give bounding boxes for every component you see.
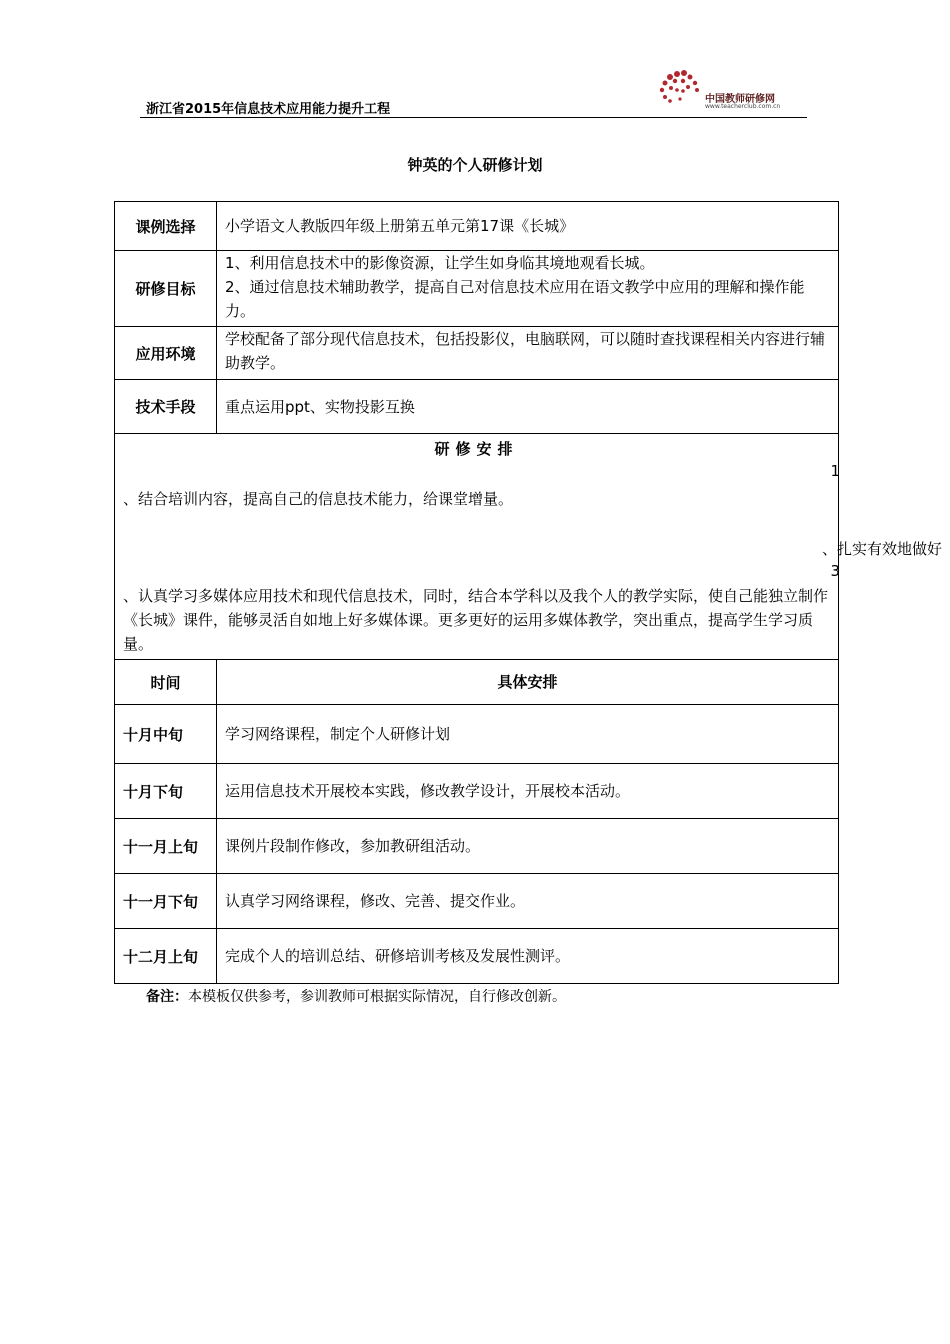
flower-logo-icon bbox=[655, 68, 705, 108]
row-label: 研修目标 bbox=[115, 251, 217, 326]
footnote bbox=[146, 986, 566, 1006]
document-title: 钟英的个人研修计划 bbox=[407, 156, 543, 174]
note-label: 备注： bbox=[146, 989, 188, 1005]
table-row bbox=[115, 764, 838, 819]
row-label: 应用环境 bbox=[115, 327, 217, 379]
table-row bbox=[115, 819, 838, 874]
header-rule bbox=[140, 117, 807, 118]
table-row bbox=[115, 380, 838, 434]
row-label: 课例选择 bbox=[115, 202, 217, 250]
col-header-plan: 具体安排 bbox=[497, 673, 558, 691]
table-row bbox=[115, 929, 838, 984]
table-row bbox=[115, 874, 838, 929]
row-content: 重点运用ppt、实物投影互换 bbox=[225, 397, 415, 416]
table-row bbox=[115, 251, 838, 327]
plan-table bbox=[114, 201, 943, 984]
item-number: 3 bbox=[830, 562, 840, 580]
table-row bbox=[115, 705, 838, 764]
arrangement-item: 、认真学习多媒体应用技术和现代信息技术，同时，结合本学科以及我个人的教学实际，使自己能独立制作《长城》课件，能够灵活自如地上好多媒体课。更多更好的运用多媒体教学，突出重点，提高学生学习质量。 bbox=[123, 587, 829, 653]
row-label: 技术手段 bbox=[115, 380, 217, 433]
schedule-header-row bbox=[115, 660, 838, 705]
schedule-plan: 完成个人的培训总结、研修培训考核及发展性测评。 bbox=[225, 947, 571, 965]
arrangement-item: 、结合培训内容，提高自己的信息技术能力，给课堂增量。 bbox=[123, 490, 514, 508]
schedule-plan: 学习网络课程，制定个人研修计划 bbox=[225, 725, 451, 743]
schedule-time: 十月下旬 bbox=[115, 764, 217, 818]
schedule-time: 十月中旬 bbox=[115, 705, 217, 763]
arrangement-section bbox=[115, 434, 943, 660]
goal-line: 2、通过信息技术辅助教学，提高自己对信息技术应用在语文教学中应用的理解和操作能力。 bbox=[225, 278, 805, 320]
teacherclub-logo bbox=[655, 68, 815, 116]
col-header-time: 时间 bbox=[115, 660, 217, 704]
logo-cn-text: 中国教师研修网 bbox=[705, 94, 775, 105]
schedule-time: 十一月下旬 bbox=[115, 874, 217, 928]
table-row bbox=[115, 327, 838, 380]
schedule-time: 十一月上旬 bbox=[115, 819, 217, 873]
row-content: 小学语文人教版四年级上册第五单元第17课《长城》 bbox=[225, 217, 575, 235]
row-content bbox=[217, 251, 838, 326]
schedule-plan: 课例片段制作修改，参加教研组活动。 bbox=[225, 837, 481, 855]
note-text: 本模板仅供参考，参训教师可根据实际情况，自行修改创新。 bbox=[188, 989, 566, 1005]
row-content: 学校配备了部分现代信息技术，包括投影仪，电脑联网，可以随时查找课程相关内容进行辅助教学。 bbox=[225, 330, 826, 372]
logo-en-text: www.teacherclub.com.cn bbox=[705, 103, 781, 110]
arrangement-item-clipped: 、扎实有效地做好 bbox=[822, 540, 943, 558]
header-text: 浙江省2015年信息技术应用能力提升工程 bbox=[146, 102, 391, 117]
table-row bbox=[115, 202, 838, 251]
arrangement-title: 研修安排 bbox=[434, 440, 519, 458]
schedule-plan: 运用信息技术开展校本实践，修改教学设计，开展校本活动。 bbox=[225, 782, 631, 800]
schedule-plan: 认真学习网络课程，修改、完善、提交作业。 bbox=[225, 892, 526, 910]
item-number: 1 bbox=[830, 462, 840, 480]
schedule-time: 十二月上旬 bbox=[115, 929, 217, 983]
goal-line: 1、利用信息技术中的影像资源，让学生如身临其境地观看长城。 bbox=[225, 254, 655, 272]
